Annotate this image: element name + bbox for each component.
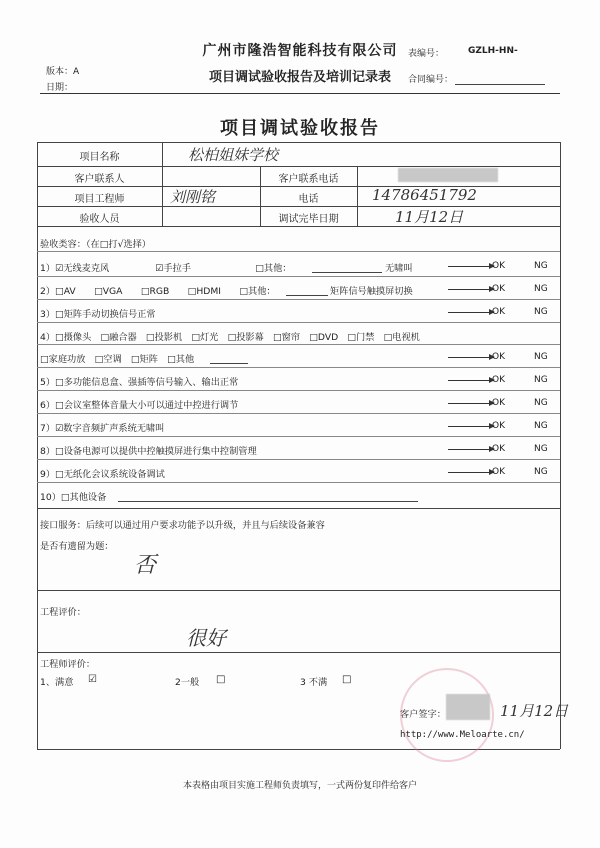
row-line bbox=[37, 322, 560, 323]
ok-label: OK bbox=[492, 375, 505, 385]
row-line bbox=[37, 251, 560, 252]
table-line bbox=[37, 166, 560, 167]
finish-date-label: 调试完毕日期 bbox=[278, 214, 339, 225]
version-label: 版本：A bbox=[46, 67, 80, 77]
ok-label: OK bbox=[492, 284, 505, 294]
arrow-3 bbox=[448, 312, 494, 313]
item-6: 6）□会议室整体音量大小可以通过中控进行调节 bbox=[40, 400, 239, 411]
row-line bbox=[37, 299, 560, 300]
contract-number-line bbox=[455, 84, 545, 85]
ng-label: NG bbox=[534, 352, 548, 362]
engineer-label: 项目工程师 bbox=[74, 194, 125, 205]
item-2-note: 矩阵信号触摸屏切换 bbox=[330, 286, 413, 297]
row-line bbox=[37, 436, 560, 437]
date-label: 日期： bbox=[46, 83, 74, 93]
table-line bbox=[37, 186, 560, 187]
row-line bbox=[37, 413, 560, 414]
ng-label: NG bbox=[534, 467, 548, 477]
ok-label: OK bbox=[492, 444, 505, 454]
item-4a: 4）□摄像头 □融合器 □投影机 □灯光 □投影幕 □窗帘 □DVD □门禁 □电视机 bbox=[40, 332, 420, 343]
item-4-blank bbox=[210, 363, 248, 364]
row-line bbox=[37, 390, 560, 391]
frame-left bbox=[37, 142, 38, 749]
legacy-issues-label: 是否有遗留为题： bbox=[40, 541, 114, 552]
engineering-evaluation-answer: 很好 bbox=[186, 626, 226, 650]
checkbox-average[interactable]: □ bbox=[216, 674, 226, 685]
arrow-4 bbox=[448, 357, 494, 358]
checkbox-unsatisfied[interactable]: □ bbox=[342, 674, 352, 685]
ng-label: NG bbox=[534, 375, 548, 385]
item-2-blank bbox=[286, 295, 328, 296]
item-1-note: 无啸叫 bbox=[385, 263, 413, 274]
item-7: 7）☑数字音频扩声系统无啸叫 bbox=[40, 423, 165, 434]
rating-average: 2一般 bbox=[175, 677, 200, 688]
ok-label: OK bbox=[492, 467, 505, 477]
row-line bbox=[37, 367, 560, 368]
legacy-issues-answer: 否 bbox=[134, 553, 157, 578]
ok-label: OK bbox=[492, 261, 505, 271]
arrow-5 bbox=[448, 380, 494, 381]
ng-label: NG bbox=[534, 307, 548, 317]
row-line bbox=[37, 508, 560, 509]
row-line bbox=[37, 459, 560, 460]
item-3: 3）□矩阵手动切换信号正常 bbox=[40, 309, 156, 320]
phone-value: 14786451792 bbox=[372, 186, 477, 204]
customer-signature-label: 客户签字： bbox=[400, 709, 446, 720]
contact-phone-label: 客户联系电话 bbox=[278, 174, 339, 185]
ng-label: NG bbox=[534, 284, 548, 294]
redacted-signature bbox=[446, 694, 490, 720]
table-line bbox=[162, 142, 163, 226]
engineering-evaluation-label: 工程评价： bbox=[40, 607, 86, 618]
row-line bbox=[37, 276, 560, 277]
table-line bbox=[37, 206, 560, 207]
header-divider bbox=[40, 93, 560, 94]
engineer-rating-label: 工程师评价： bbox=[40, 659, 96, 670]
ok-label: OK bbox=[492, 307, 505, 317]
item-10-blank bbox=[118, 501, 418, 502]
category-heading: 验收类容：（在□打√选择） bbox=[40, 239, 151, 250]
rating-unsatisfied: 3 不满 bbox=[300, 677, 328, 688]
row-line bbox=[37, 344, 560, 345]
section-line bbox=[37, 652, 560, 653]
frame-top bbox=[37, 142, 560, 143]
ng-label: NG bbox=[534, 261, 548, 271]
arrow-9 bbox=[448, 472, 494, 473]
item-1-blank bbox=[312, 272, 382, 273]
arrow-8 bbox=[448, 449, 494, 450]
footer-note: 本表格由项目实施工程师负责填写，一式两份复印件给客户 bbox=[182, 781, 417, 791]
ok-label: OK bbox=[492, 398, 505, 408]
ng-label: NG bbox=[534, 421, 548, 431]
signature-date: 11月12日 bbox=[500, 702, 569, 720]
row-line bbox=[37, 482, 560, 483]
item-9: 9）□无纸化会议系统设备调试 bbox=[40, 469, 165, 480]
item-5: 5）□多功能信息盒、强插等信号输入、输出正常 bbox=[40, 377, 239, 388]
form-number-value: GZLH-HN- bbox=[468, 46, 518, 56]
ng-label: NG bbox=[534, 398, 548, 408]
table-line bbox=[37, 226, 560, 227]
arrow-7 bbox=[448, 426, 494, 427]
phone-label: 电话 bbox=[298, 194, 319, 205]
arrow-2 bbox=[448, 289, 494, 290]
item-2: 2）□AV □VGA □RGB □HDMI □其他： bbox=[40, 286, 276, 297]
item-10: 10）□其他设备 bbox=[40, 492, 107, 503]
engineer-value: 刘刚铭 bbox=[170, 188, 216, 206]
ok-label: OK bbox=[492, 352, 505, 362]
checkbox-satisfied-checked[interactable]: ☑ bbox=[88, 674, 97, 685]
project-name-value: 松柏姐妹学校 bbox=[188, 146, 279, 164]
item-4b: □家庭功放 □空调 □矩阵 □其他 bbox=[40, 354, 195, 365]
rating-satisfied: 1、满意 bbox=[40, 677, 74, 688]
frame-right bbox=[560, 142, 561, 749]
frame-bottom bbox=[37, 749, 560, 750]
section-line bbox=[37, 590, 560, 591]
contact-label: 客户联系人 bbox=[74, 174, 125, 185]
item-1: 1）☑无线麦克风 ☑手拉手 □其他： bbox=[40, 263, 292, 274]
redacted-phone bbox=[398, 168, 498, 182]
form-number-label: 表编号： bbox=[408, 49, 445, 59]
arrow-6 bbox=[448, 403, 494, 404]
ok-label: OK bbox=[492, 421, 505, 431]
interface-service-text: 接口服务：后续可以通过用户要求功能予以升级，并且与后续设备兼容 bbox=[40, 520, 325, 531]
acceptor-label: 验收人员 bbox=[79, 214, 120, 225]
table-line bbox=[357, 166, 358, 226]
project-name-label: 项目名称 bbox=[79, 152, 120, 163]
website-text: http://www.Meloarte.cn/ bbox=[400, 730, 525, 740]
item-8: 8）□设备电源可以提供中控触摸屏进行集中控制管理 bbox=[40, 446, 257, 457]
finish-date-value: 11月12日 bbox=[395, 208, 464, 226]
company-name: 广州市隆浩智能科技有限公司 bbox=[202, 43, 398, 59]
form-subtitle: 项目调试验收报告及培训记录表 bbox=[208, 70, 391, 85]
report-title: 项目调试验收报告 bbox=[220, 118, 380, 139]
ng-label: NG bbox=[534, 444, 548, 454]
arrow-1 bbox=[448, 266, 494, 267]
contract-number-label: 合同编号： bbox=[408, 75, 454, 85]
